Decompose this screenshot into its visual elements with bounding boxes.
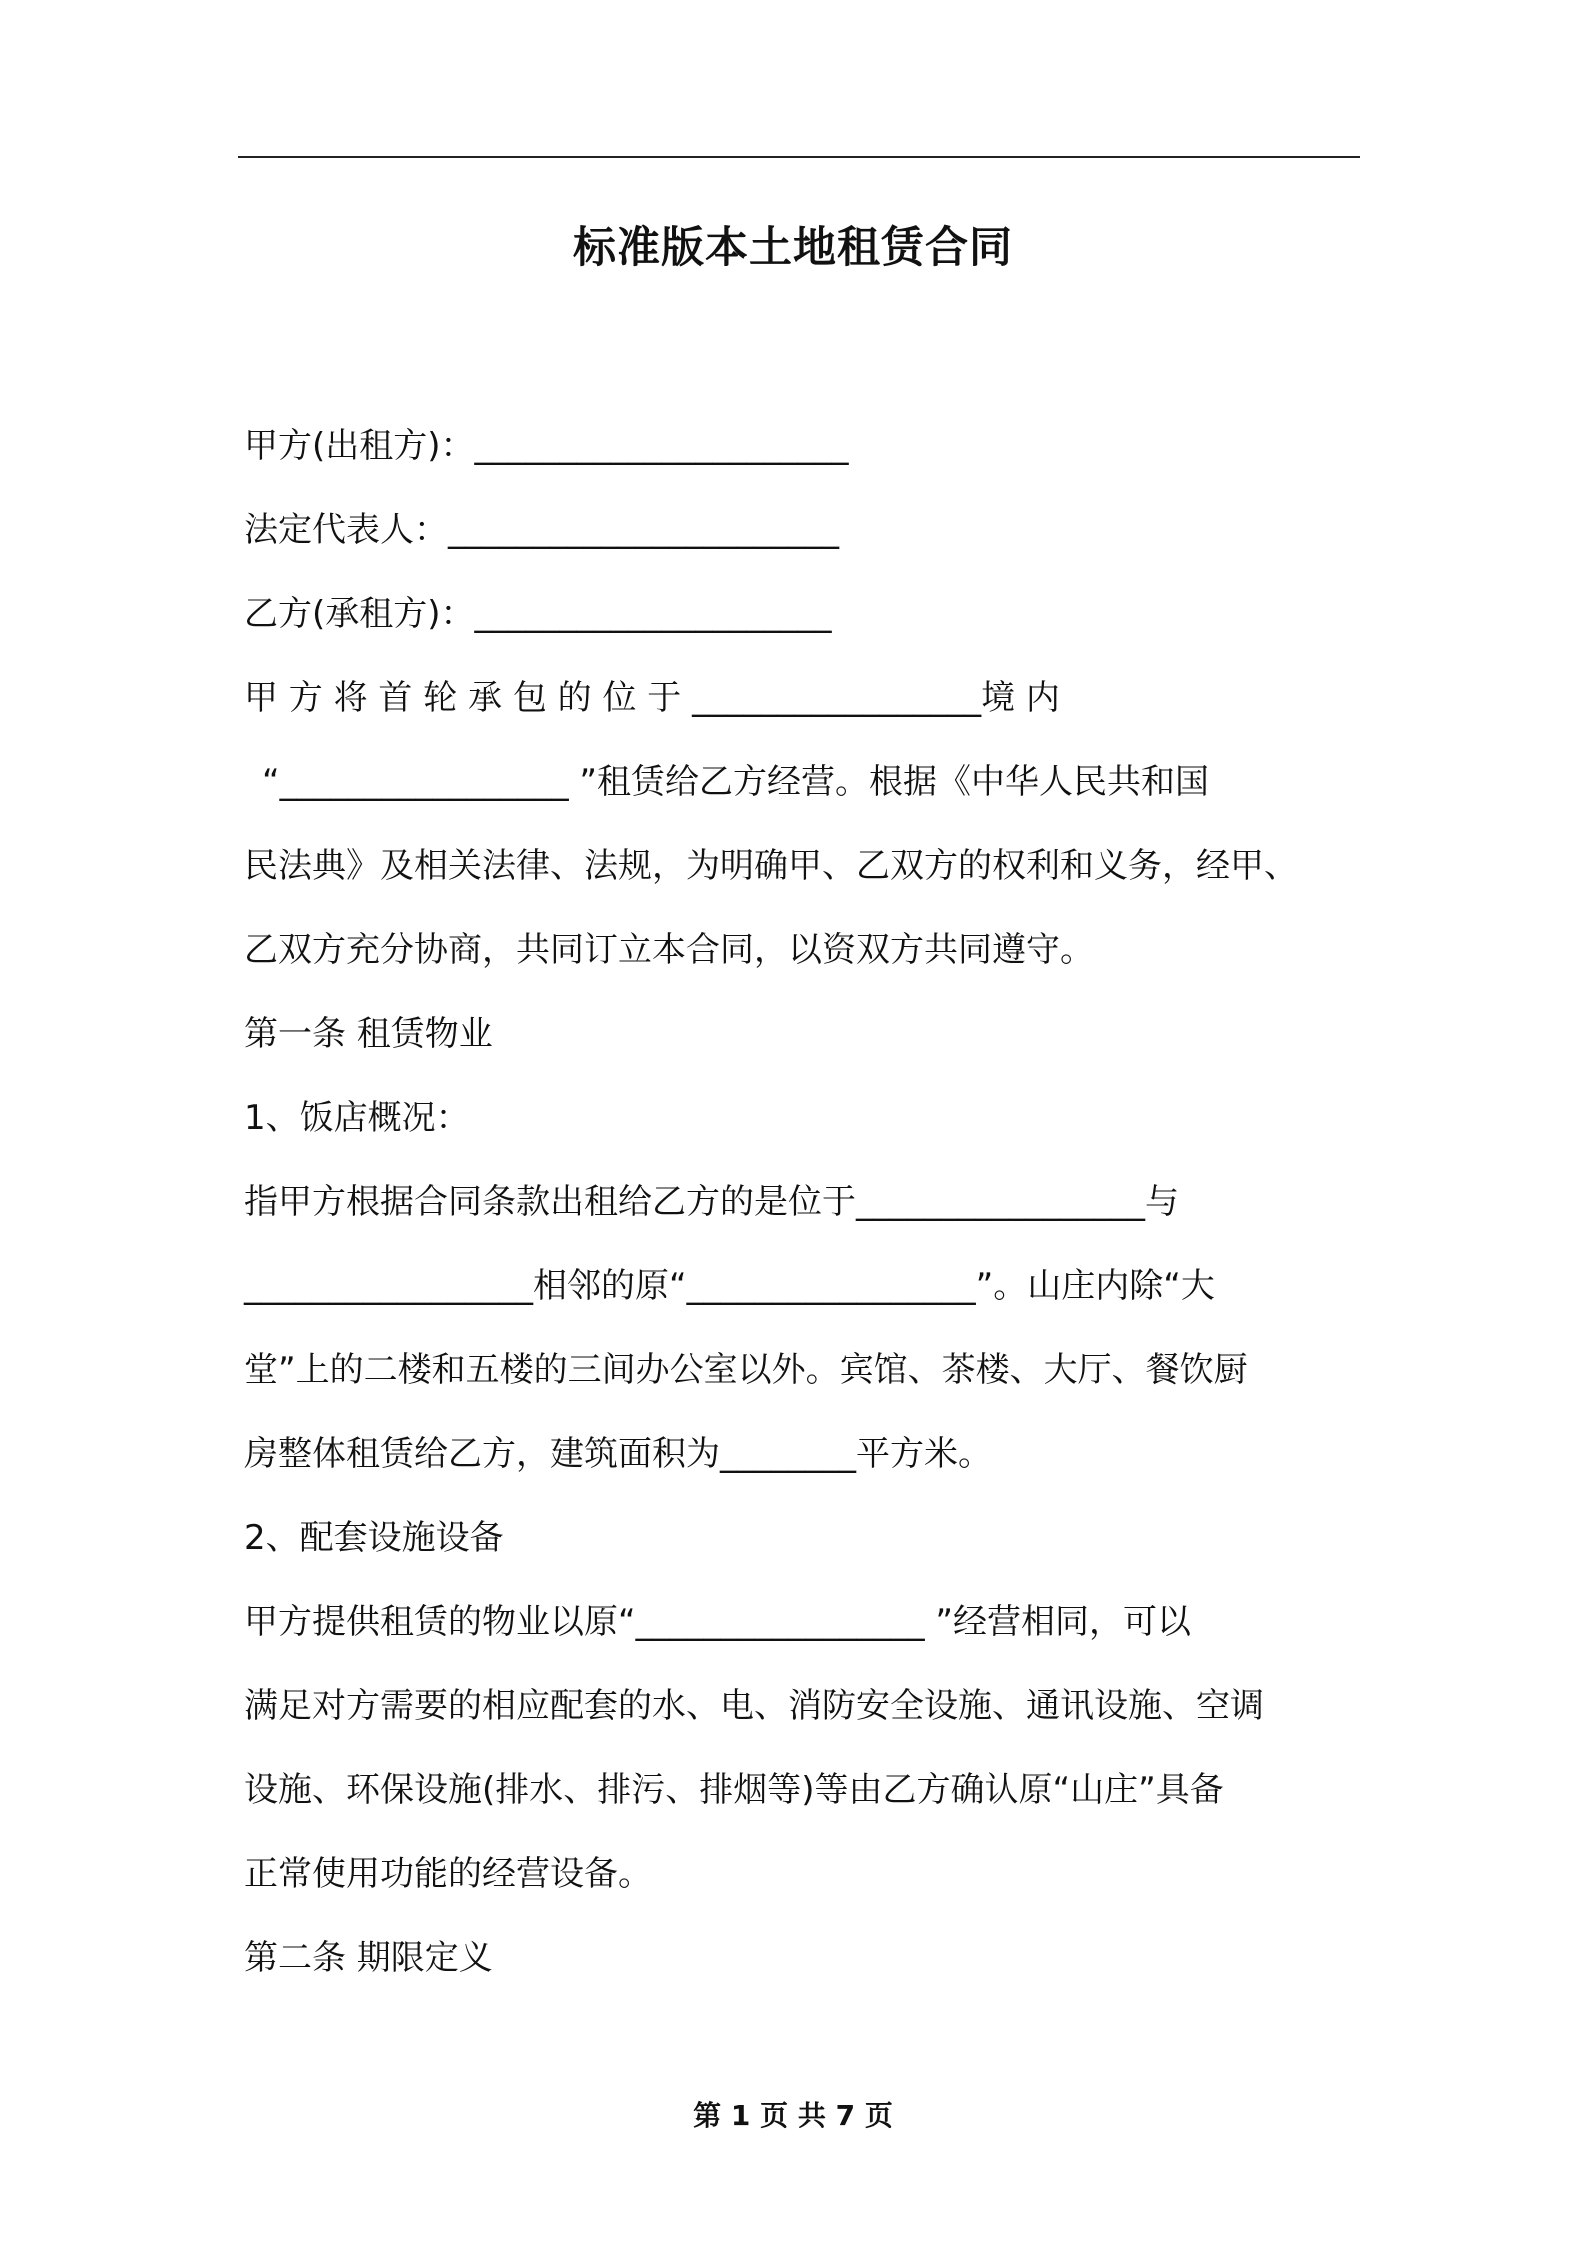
paragraph-line: 设施、环保设施(排水、排污、排烟等)等由乙方确认原“山庄”具备 <box>244 1770 1224 1810</box>
legal-rep-line: 法定代表人：_______________________ <box>244 510 839 550</box>
party-b-line: 乙方(承租方)：_____________________ <box>244 594 832 634</box>
section-heading: 第一条 租赁物业 <box>244 1014 493 1054</box>
paragraph-line: 正常使用功能的经营设备。 <box>244 1854 652 1894</box>
section-heading: 第二条 期限定义 <box>244 1938 493 1978</box>
subsection-heading: 1、饭店概况： <box>244 1098 470 1138</box>
document-title: 标准版本土地租赁合同 <box>573 223 1013 273</box>
party-a-line: 甲方(出租方)：______________________ <box>244 426 849 466</box>
paragraph-line: 满足对方需要的相应配套的水、电、消防安全设施、通讯设施、空调 <box>244 1686 1264 1726</box>
paragraph-line: 指甲方根据合同条款出租给乙方的是位于_________________与 <box>244 1182 1179 1222</box>
paragraph-line: 民法典》及相关法律、法规，为明确甲、乙双方的权利和义务，经甲、 <box>244 846 1298 886</box>
paragraph-line: “_________________ ”租赁给乙方经营。根据《中华人民共和国 <box>262 762 1210 802</box>
paragraph-line: 甲方提供租赁的物业以原“_________________ ”经营相同，可以 <box>244 1602 1192 1642</box>
header-rule <box>238 156 1360 158</box>
document-body <box>244 404 1356 2000</box>
paragraph-line: 甲 方 将 首 轮 承 包 的 位 于 _________________境 内 <box>244 678 1060 718</box>
paragraph-line: 房整体租赁给乙方，建筑面积为________平方米。 <box>244 1434 992 1474</box>
subsection-heading: 2、配套设施设备 <box>244 1518 504 1558</box>
paragraph-line: _________________相邻的原“_________________”。山庄内除“大 <box>244 1266 1215 1306</box>
paragraph-line: 堂”上的二楼和五楼的三间办公室以外。宾馆、茶楼、大厅、餐饮厨 <box>244 1350 1248 1390</box>
paragraph-line: 乙双方充分协商，共同订立本合同，以资双方共同遵守。 <box>244 930 1094 970</box>
page-number: 第 1 页 共 7 页 <box>693 2099 893 2132</box>
